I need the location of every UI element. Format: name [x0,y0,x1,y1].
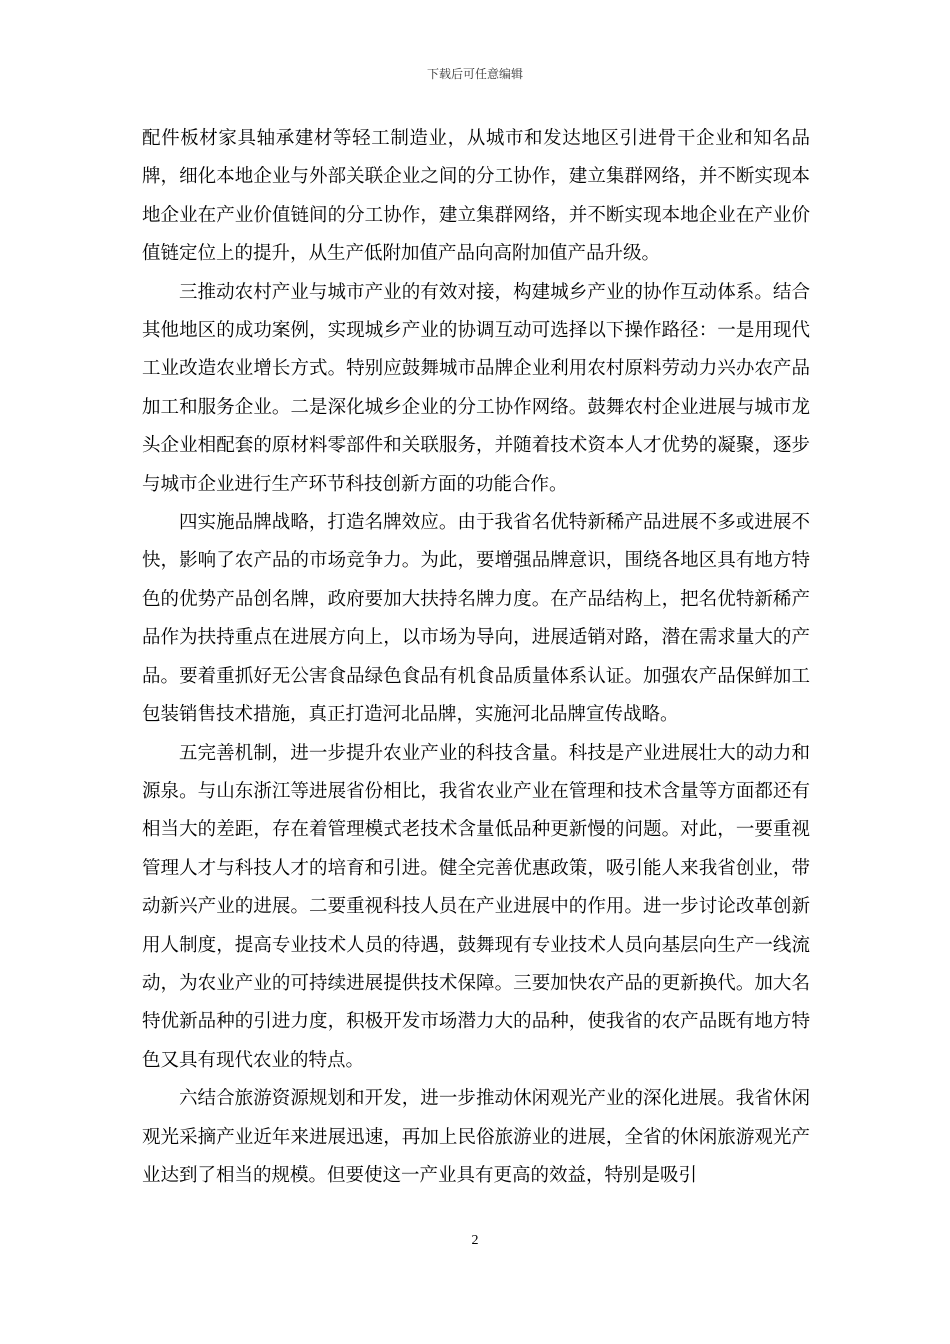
paragraph-section-3: 三推动农村产业与城市产业的有效对接，构建城乡产业的协作互动体系。结合其他地区的成功案例，实现城乡产业的协调互动可选择以下操作路径：一是用现代工业改造农业增长方式。特别应鼓舞城市品牌企业利用农村原料劳动力兴办农产品加工和服务企业。二是深化城乡企业的分工协作网络。鼓舞农村企业进展与城市龙头企业相配套的原材料零部件和关联服务，并随着技术资本人才优势的凝聚，逐步与城市企业进行生产环节科技创新方面的功能合作。 [142,281,810,495]
paragraph-continuation: 配件板材家具轴承建材等轻工制造业，从城市和发达地区引进骨干企业和知名品牌，细化本地企业与外部关联企业之间的分工协作，建立集群网络，并不断实现本地企业在产业价值链间的分工协作，建立集群网络，并不断实现本地企业在产业价值链定位上的提升，从生产低附加值产品向高附加值产品升级。 [142,128,810,265]
paragraph-section-6: 六结合旅游资源规划和开发，进一步推动休闲观光产业的深化进展。我省休闲观光采摘产业近年来进展迅速，再加上民俗旅游业的进展，全省的休闲旅游观光产业达到了相当的规模。但要使这一产业具有更高的效益，特别是吸引 [142,1088,810,1186]
page-header: 下载后可任意编辑 [426,67,523,81]
paragraph-section-4: 四实施品牌战略，打造名牌效应。由于我省名优特新稀产品进展不多或进展不快，影响了农产品的市场竞争力。为此，要增强品牌意识，围绕各地区具有地方特色的优势产品创名牌，政府要加大扶持名牌力度。在产品结构上，把名优特新稀产品作为扶持重点在进展方向上，以市场为导向，进展适销对路，潜在需求量大的产品。要着重抓好无公害食品绿色食品有机食品质量体系认证。加强农产品保鲜加工包装销售技术措施，真正打造河北品牌，实施河北品牌宣传战略。 [142,512,810,726]
document-body [142,120,810,1195]
page-number: 2 [471,1233,479,1248]
paragraph-section-5: 五完善机制，进一步提升农业产业的科技含量。科技是产业进展壮大的动力和源泉。与山东浙江等进展省份相比，我省农业产业在管理和技术含量等方面都还有相当大的差距，存在着管理模式老技术含量低品种更新慢的问题。对此，一要重视管理人才与科技人才的培育和引进。健全完善优惠政策，吸引能人来我省创业，带动新兴产业的进展。二要重视科技人员在产业进展中的作用。进一步讨论改革创新用人制度，提高专业技术人员的待遇，鼓舞现有专业技术人员向基层向生产一线流动，为农业产业的可持续进展提供技术保障。三要加快农产品的更新换代。加大名特优新品种的引进力度，积极开发市场潜力大的品种，使我省的农产品既有地方特色又具有现代农业的特点。 [142,742,810,1071]
